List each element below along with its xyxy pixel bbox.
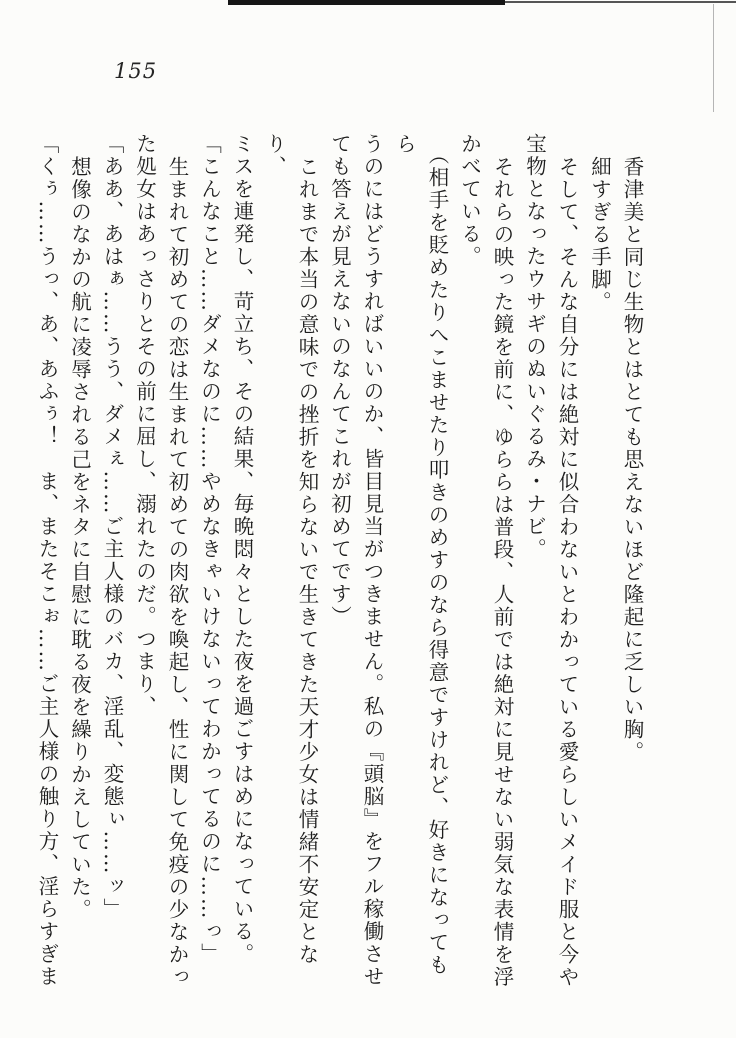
narration-line: ミスを連発し、苛立ち、その結果、毎晩悶々とした夜を過ごすはめになっている。	[230, 133, 254, 966]
narration-line: 香津美と同じ生物とはとても思えないほど隆起に乏しい胸。	[620, 155, 644, 763]
narration-line: 想像のなかの航に凌辱される己をネタに自慰に耽る夜を繰りかえしていた。	[67, 155, 92, 921]
dialogue-line: 「くぅ……うっ、あ、あふぅ！ ま、またそこぉ……ご主人様の触り方、淫らすぎま	[35, 133, 59, 988]
dialogue-line: 「ああ、あはぁ……うう、ダメぇ……ご主人様のバカ、淫乱、変態ぃ……ッ」	[100, 133, 124, 921]
inner-monologue-line: （相手を貶めたりへこませたり叩きのめすのなら得意ですけれど、好きになってもら	[392, 133, 449, 977]
inner-monologue-line: うのにはどうすればいいのか、皆目見当がつきません。私の『頭脳』をフル稼働させ	[360, 133, 384, 988]
narration-line: た処女はあっさりとその前に屈し、溺れたのだ。つまり、	[132, 133, 157, 718]
scan-artifact-edge-line	[713, 4, 714, 112]
narration-line: かべている。	[457, 133, 482, 268]
narration-line: それらの映った鏡を前に、ゆららは普段、人前では絶対に見せない弱気な表情を浮	[490, 155, 514, 988]
scan-artifact-top-bar	[228, 0, 505, 5]
narration-line: これまで本当の意味での挫折を知らないで生きてきた天才少女は情緒不安定となり、	[262, 133, 319, 966]
page-number: 155	[114, 59, 158, 83]
narration-line: そして、そんな自分には絶対に似合わないとわかっている愛らしいメイド服と今や	[555, 155, 579, 988]
body-text	[31, 133, 649, 989]
dialogue-line: 「こんなこと……ダメなのに……やめなきゃいけないってわかってるのに……っ」	[197, 133, 222, 966]
inner-monologue-line: ても答えが見えないのなんてこれが初めてです）	[327, 133, 352, 628]
narration-line: 生まれて初めての恋は生まれて初めての肉欲を喚起し、性に関して免疫の少なかっ	[165, 155, 189, 988]
narration-line: 宝物となったウサギのぬいぐるみ・ナビ。	[522, 133, 547, 561]
narration-line: 細すぎる手脚。	[587, 155, 612, 313]
